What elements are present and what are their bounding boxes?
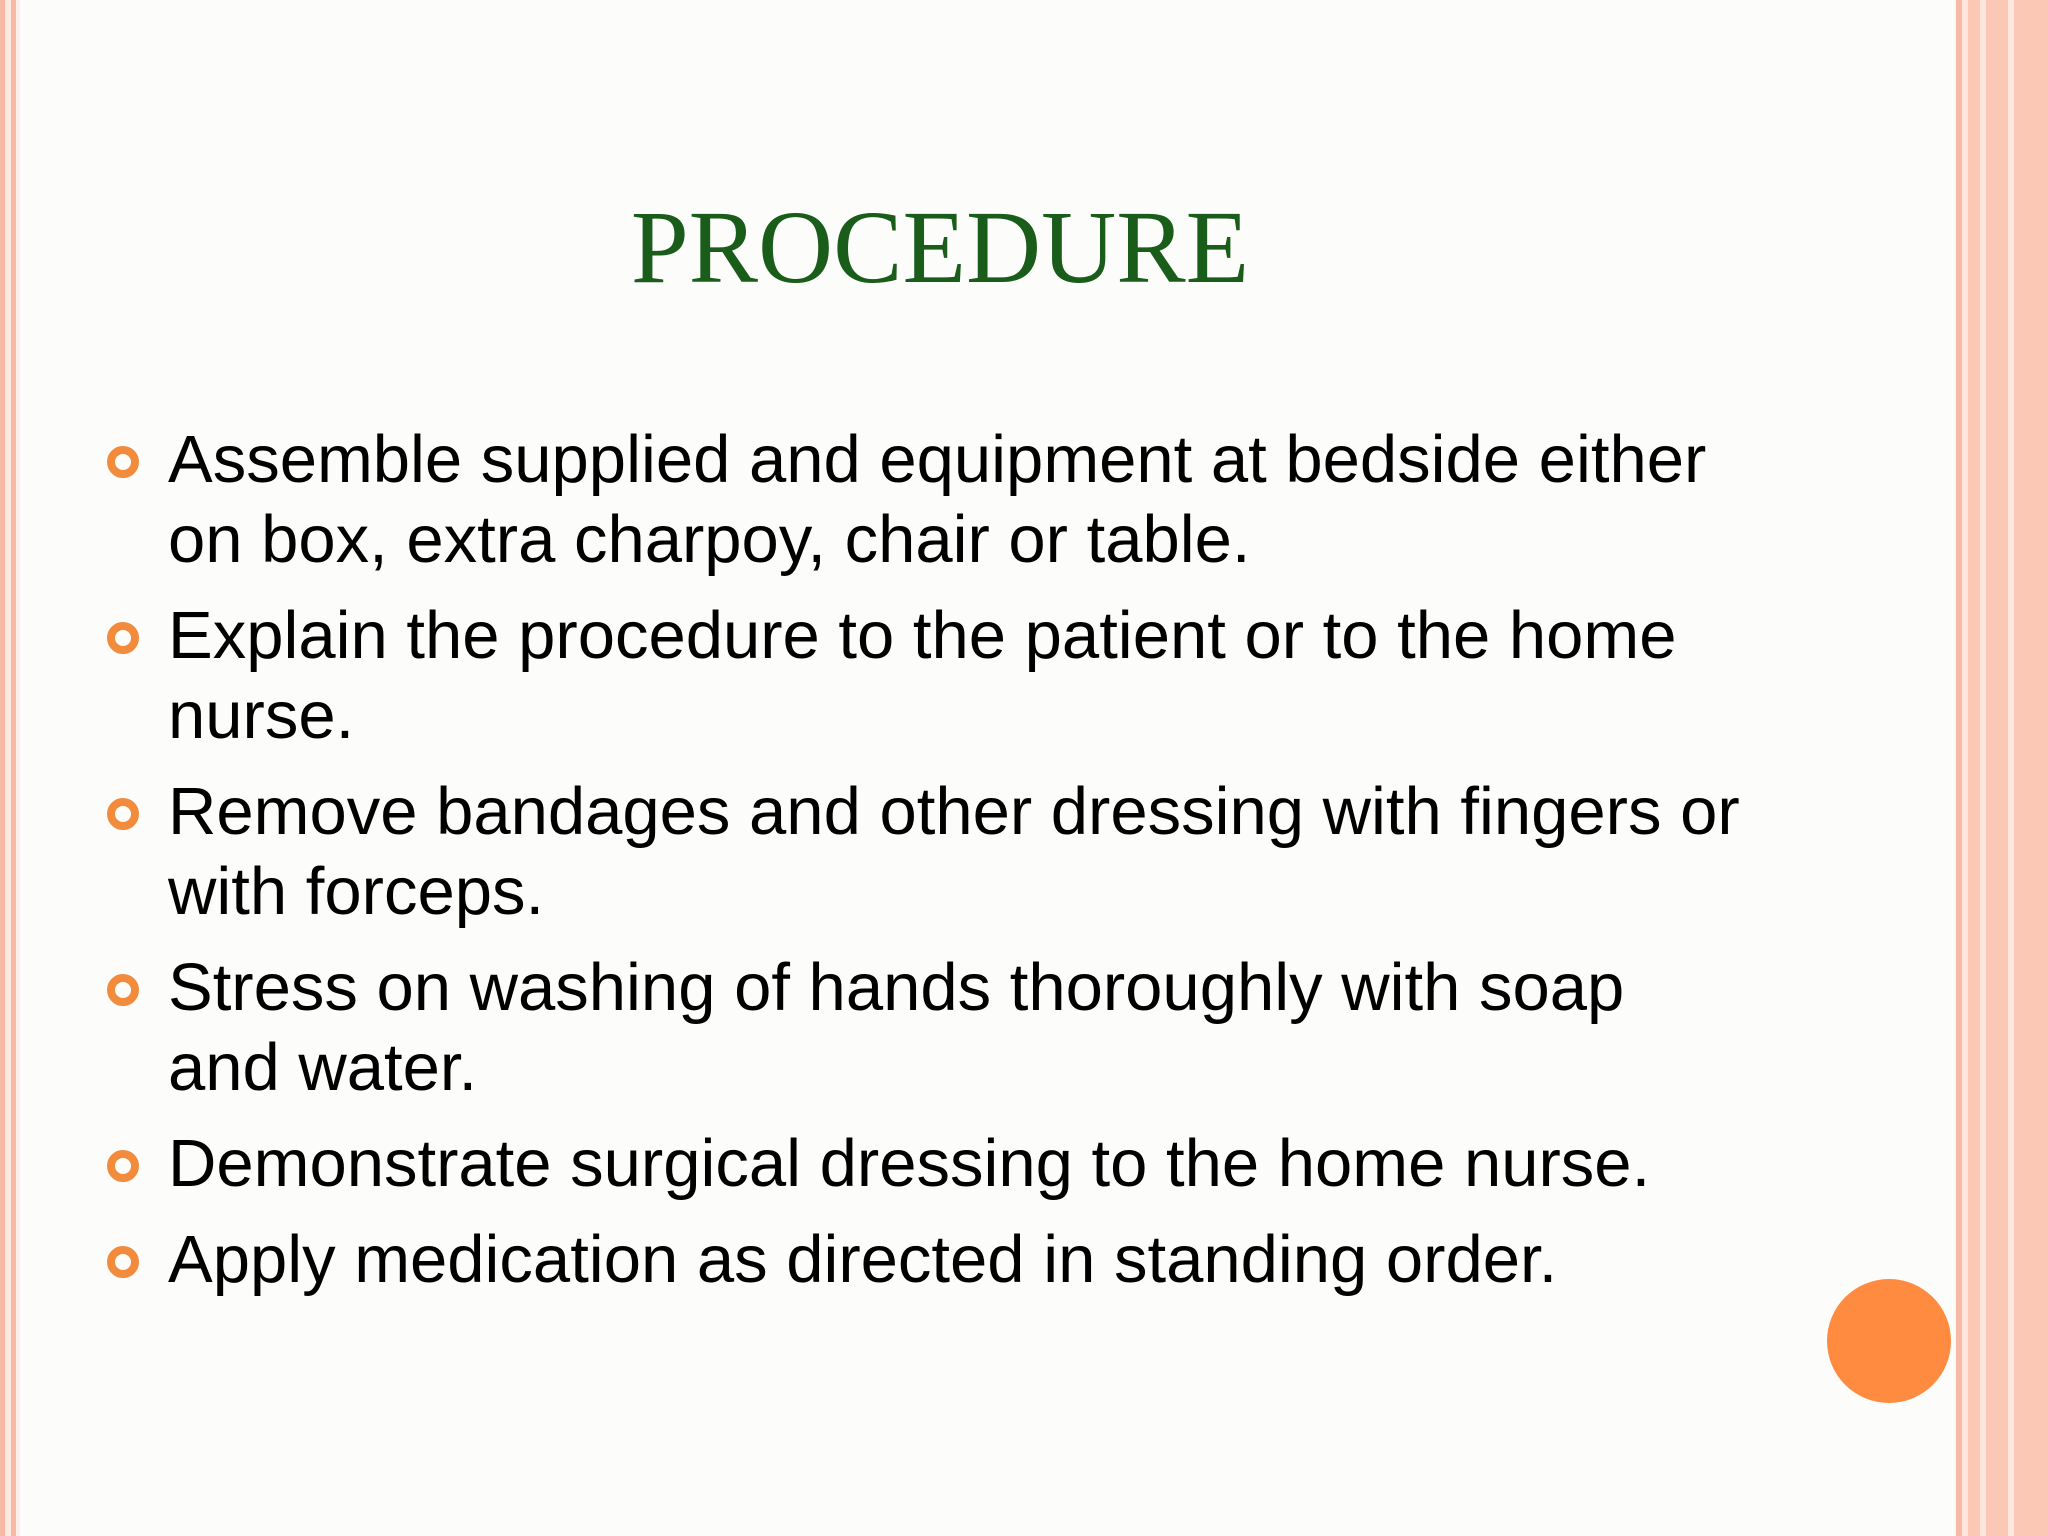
bullet-text: Remove bandages and other dressing with fingers or with forceps. bbox=[168, 774, 1740, 929]
ring-bullet-icon bbox=[107, 1246, 139, 1278]
bullet-text: Assemble supplied and equipment at bedside either on box, extra charpoy, chair or table. bbox=[168, 422, 1707, 577]
ring-bullet-icon bbox=[107, 1150, 139, 1182]
bullet-text: Explain the procedure to the patient or to the home nurse. bbox=[168, 598, 1677, 753]
bullet-item bbox=[104, 948, 1744, 1108]
accent-circle-icon bbox=[1827, 1279, 1951, 1403]
right-border-stripe bbox=[1968, 0, 1980, 1536]
bullet-item bbox=[104, 1220, 1744, 1300]
ring-bullet-icon bbox=[107, 974, 139, 1006]
slide-title: PROCEDURE bbox=[630, 190, 1250, 305]
bullet-text: Stress on washing of hands thoroughly with soap and water. bbox=[168, 950, 1625, 1105]
ring-bullet-icon bbox=[107, 798, 139, 830]
ring-bullet-icon bbox=[107, 446, 139, 478]
bullet-text: Apply medication as directed in standing order. bbox=[168, 1222, 1558, 1297]
bullet-item bbox=[104, 420, 1744, 580]
bullet-list bbox=[104, 420, 1744, 1316]
right-border-stripe bbox=[1986, 0, 2008, 1536]
right-border-stripe bbox=[2014, 0, 2048, 1536]
bullet-item bbox=[104, 772, 1744, 932]
bullet-text: Demonstrate surgical dressing to the home nurse. bbox=[168, 1126, 1651, 1201]
bullet-item bbox=[104, 1124, 1744, 1204]
ring-bullet-icon bbox=[107, 622, 139, 654]
bullet-item bbox=[104, 596, 1744, 756]
